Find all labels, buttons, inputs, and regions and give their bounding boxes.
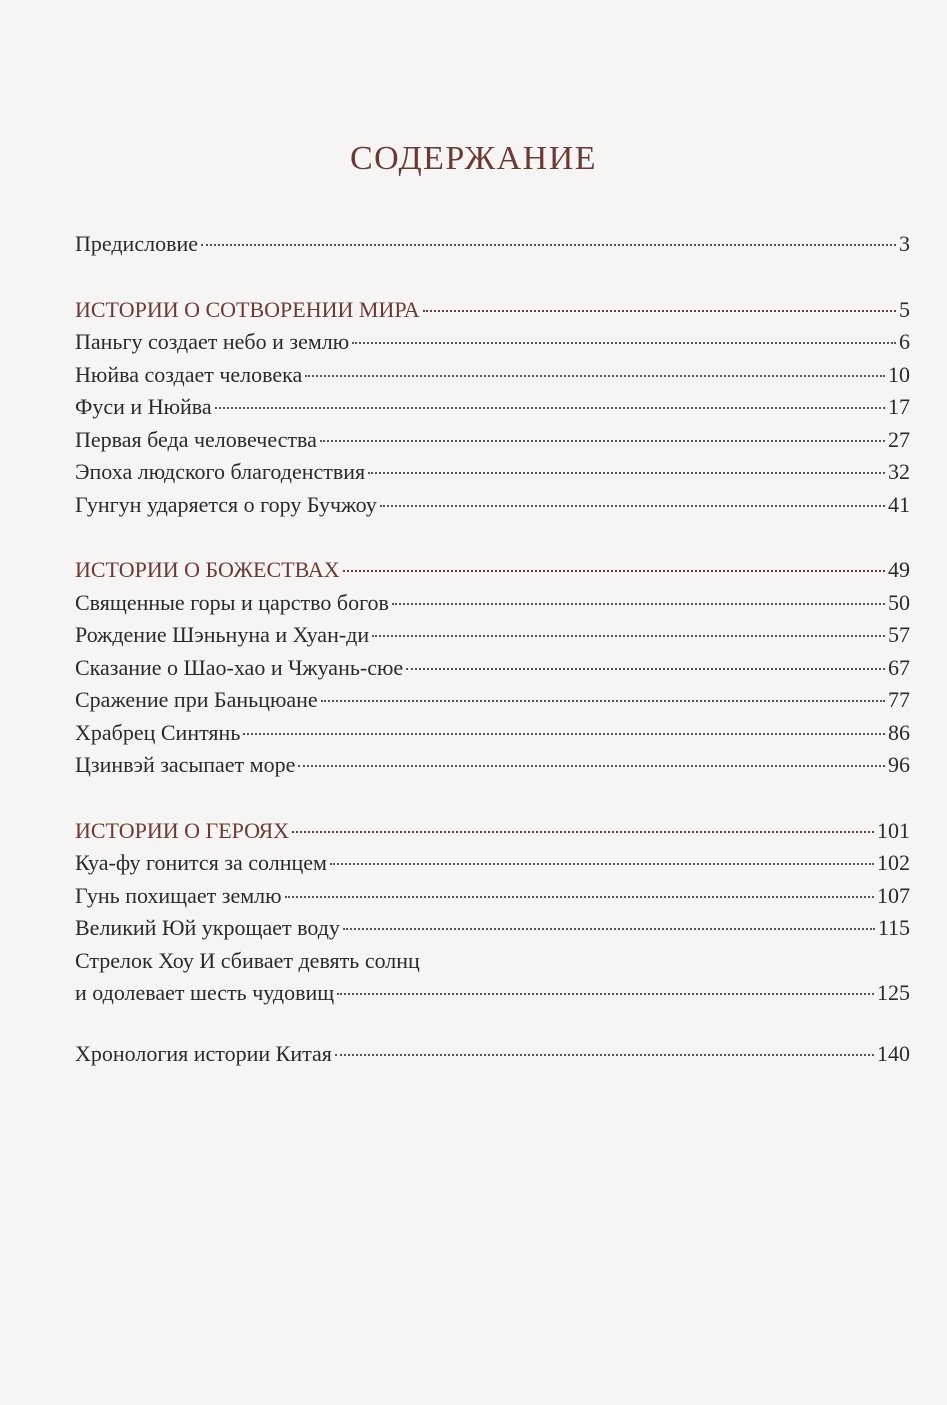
toc-entry[interactable] — [75, 424, 910, 457]
toc-entry[interactable] — [75, 489, 910, 522]
dot-leader — [320, 440, 885, 442]
entry-label: Стрелок Хоу И сбивает девять солнц — [75, 947, 420, 973]
dot-leader — [285, 896, 874, 898]
page-title: СОДЕРЖАНИЕ — [349, 140, 598, 177]
dot-leader — [337, 993, 874, 995]
toc-entry[interactable] — [75, 391, 910, 424]
entry-page: 77 — [888, 687, 910, 712]
dot-leader — [335, 1054, 874, 1056]
entry-page: 67 — [888, 654, 910, 680]
entry-page: 17 — [888, 394, 910, 419]
dot-leader — [423, 310, 896, 312]
toc-entry[interactable] — [75, 326, 910, 359]
dot-leader — [305, 375, 885, 377]
entry-page: 6 — [899, 329, 910, 354]
entry-label: Первая беда человечества — [75, 426, 317, 452]
toc-entry[interactable] — [75, 456, 910, 489]
entry-label: Гунь похищает землю — [75, 882, 282, 908]
dot-leader — [343, 570, 885, 572]
toc-entry[interactable] — [75, 880, 910, 913]
entry-page: 86 — [888, 719, 910, 745]
dot-leader — [343, 928, 875, 930]
entry-label: Паньгу создает небо и землю — [75, 329, 350, 354]
entry-label: Хронология истории Китая — [75, 1040, 332, 1066]
toc-entry[interactable] — [75, 847, 910, 880]
entry-page: 10 — [888, 361, 910, 387]
entry-label: Рождение Шэньнуна и Хуан-ди — [75, 622, 370, 647]
entry-page: 41 — [888, 491, 910, 517]
entry-page: 102 — [877, 850, 910, 875]
dot-leader — [406, 668, 885, 670]
entry-page: 107 — [877, 882, 910, 908]
section-title: ИСТОРИИ О ГЕРОЯХ — [75, 817, 290, 843]
entry-label: Священные горы и царство богов — [75, 589, 389, 615]
toc-entry-multiline-second[interactable] — [75, 977, 910, 1010]
section-page: 101 — [877, 817, 910, 843]
entry-label: Цзинвэй засыпает море — [75, 752, 296, 777]
entry-label: Сказание о Шао-хао и Чжуань-сюе — [75, 654, 404, 680]
entry-label: Великий Юй укрощает воду — [75, 915, 340, 940]
toc-entry[interactable] — [75, 652, 910, 685]
section-page: 49 — [888, 557, 910, 582]
entry-label: Эпоха людского благоденствия — [75, 459, 366, 484]
table-of-contents — [75, 228, 910, 1070]
toc-entry-chronology[interactable] — [75, 1038, 910, 1071]
toc-section-heroes[interactable] — [75, 815, 910, 848]
entry-page: 140 — [877, 1040, 910, 1066]
entry-page: 32 — [888, 459, 910, 484]
entry-label: Нюйва создает человека — [75, 361, 303, 387]
toc-entry[interactable] — [75, 359, 910, 392]
dot-leader — [372, 635, 885, 637]
toc-entry[interactable] — [75, 717, 910, 750]
toc-entry[interactable] — [75, 684, 910, 717]
toc-section-deities[interactable] — [75, 554, 910, 587]
toc-entry[interactable] — [75, 912, 910, 945]
toc-section-creation[interactable] — [75, 294, 910, 327]
toc-entry[interactable] — [75, 749, 910, 782]
entry-page: 57 — [888, 622, 910, 647]
entry-page: 96 — [888, 752, 910, 777]
section-title: ИСТОРИИ О БОЖЕСТВАХ — [75, 557, 340, 582]
entry-label: и одолевает шесть чудовищ — [75, 980, 335, 1005]
entry-page: 115 — [877, 915, 910, 940]
dot-leader — [201, 244, 896, 246]
section-title: ИСТОРИИ О СОТВОРЕНИИ МИРА — [75, 296, 420, 322]
dot-leader — [292, 831, 874, 833]
entry-page: 3 — [899, 231, 910, 256]
entry-label: Сражение при Баньцюане — [75, 687, 318, 712]
toc-entry-multiline-first[interactable] — [75, 945, 910, 978]
entry-label: Предисловие — [75, 231, 198, 256]
dot-leader — [298, 765, 885, 767]
dot-leader — [380, 505, 885, 507]
entry-page: 125 — [877, 980, 910, 1005]
entry-page: 27 — [888, 426, 910, 452]
dot-leader — [392, 603, 885, 605]
dot-leader — [368, 472, 885, 474]
entry-label: Храбрец Синтянь — [75, 719, 241, 745]
entry-label: Куа-фу гонится за солнцем — [75, 850, 327, 875]
dot-leader — [321, 700, 885, 702]
dot-leader — [330, 863, 874, 865]
entry-label: Фуси и Нюйва — [75, 394, 212, 419]
toc-entry-preface[interactable] — [75, 228, 910, 261]
entry-label: Гунгун ударяется о гору Бучжоу — [75, 491, 377, 517]
dot-leader — [243, 733, 885, 735]
dot-leader — [215, 407, 885, 409]
dot-leader — [352, 342, 896, 344]
entry-page: 50 — [888, 589, 910, 615]
toc-entry[interactable] — [75, 587, 910, 620]
section-page: 5 — [899, 296, 910, 322]
toc-entry[interactable] — [75, 619, 910, 652]
